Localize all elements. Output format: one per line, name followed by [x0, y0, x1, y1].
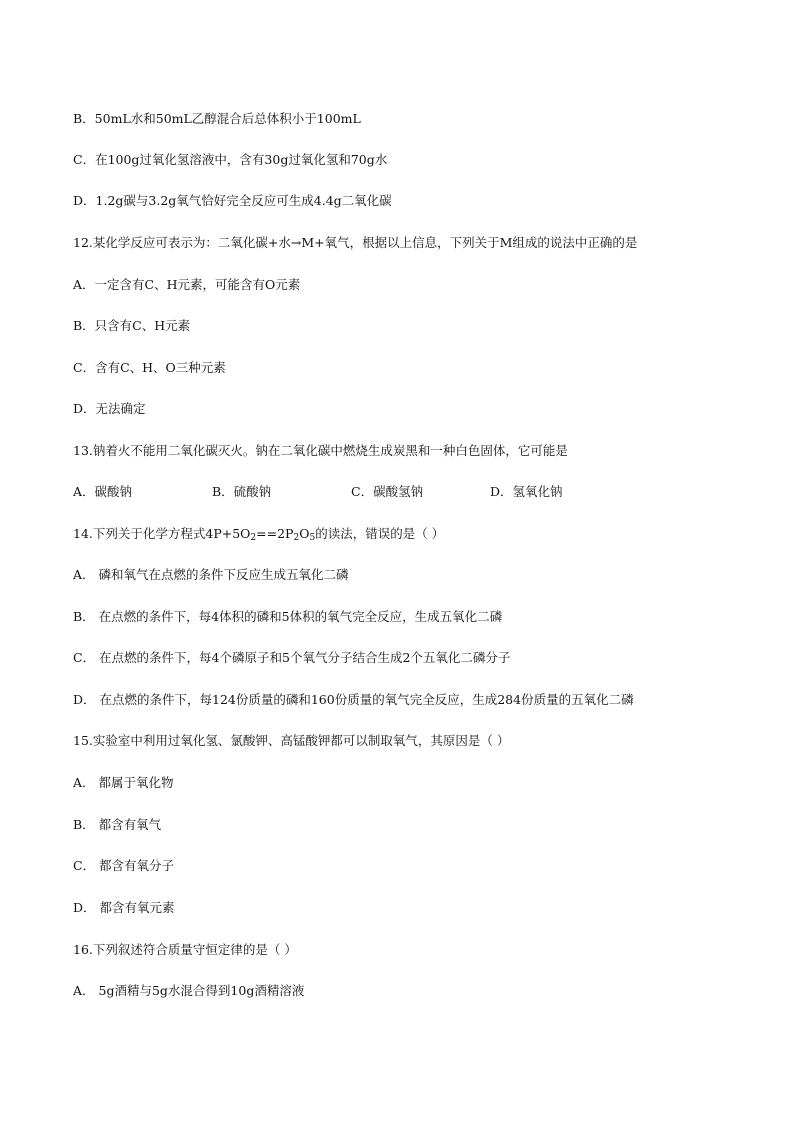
- q15-option-b: B． 都含有氧气: [73, 817, 162, 832]
- q14-sub-1: 2: [250, 533, 257, 543]
- question-16: 16.下列叙述符合质量守恒定律的是（ ）: [73, 942, 297, 957]
- q15-option-a: A． 都属于氧化物: [73, 775, 174, 790]
- q12-option-d: D．无法确定: [73, 401, 146, 416]
- question-13: 13.钠着火不能用二氧化碳灭火。钠在二氧化碳中燃烧生成炭黑和一种白色固体，它可能是: [73, 443, 568, 458]
- q13-options-row: [73, 484, 563, 500]
- q12-option-b: B．只含有C、H元素: [73, 318, 191, 333]
- q12-option-a: A．一定含有C、H元素，可能含有O元素: [73, 277, 301, 292]
- option-c-line: C．在100g过氧化氢溶液中，含有30g过氧化氢和70g水: [73, 152, 388, 167]
- question-12: 12.某化学反应可表示为：二氧化碳+水→M+氧气，根据以上信息，下列关于M组成的说法中正确的是: [73, 235, 638, 250]
- q14-option-d: D． 在点燃的条件下，每124份质量的磷和160份质量的氧气完全反应，生成284份质量的五氧化二磷: [73, 692, 634, 707]
- q15-option-d: D． 都含有氧元素: [73, 900, 175, 915]
- q15-option-c: C． 都含有氧分子: [73, 858, 175, 873]
- q14-option-c: C． 在点燃的条件下，每4个磷原子和5个氧气分子结合生成2个五氧化二磷分子: [73, 650, 511, 665]
- q14-option-a: A． 磷和氧气在点燃的条件下反应生成五氧化二磷: [73, 567, 349, 582]
- q13-option-c: C．碳酸氢钠: [351, 484, 424, 499]
- q13-option-d: D．氢氧化钠: [490, 484, 563, 499]
- q13-option-a: A．碳酸钠: [73, 484, 133, 499]
- q16-option-a: A． 5g酒精与5g水混合得到10g酒精溶液: [73, 983, 305, 998]
- q13-option-b: B．硫酸钠: [212, 484, 272, 499]
- q14-sub-2: 2: [293, 533, 300, 543]
- option-b-line: B．50mL水和50mL乙醇混合后总体积小于100mL: [73, 111, 361, 126]
- q14-text-mid: ==2P: [256, 526, 294, 541]
- option-d-line: D．1.2g碳与3.2g氧气恰好完全反应可生成4.4g二氧化碳: [73, 193, 392, 208]
- q14-text-post: 的读法，错误的是（ ）: [315, 526, 445, 541]
- q14-text-mid2: O: [299, 526, 310, 541]
- question-14: [73, 526, 444, 542]
- question-15: 15.实验室中利用过氧化氢、氯酸钾、高锰酸钾都可以制取氧气，其原因是（ ）: [73, 733, 510, 748]
- q14-text-pre: 14.下列关于化学方程式4P+5O: [73, 526, 251, 541]
- q12-option-c: C．含有C、H、O三种元素: [73, 360, 226, 375]
- q14-option-b: B． 在点燃的条件下，每4体积的磷和5体积的氧气完全反应，生成五氧化二磷: [73, 609, 503, 624]
- q14-sub-3: 5: [309, 533, 316, 543]
